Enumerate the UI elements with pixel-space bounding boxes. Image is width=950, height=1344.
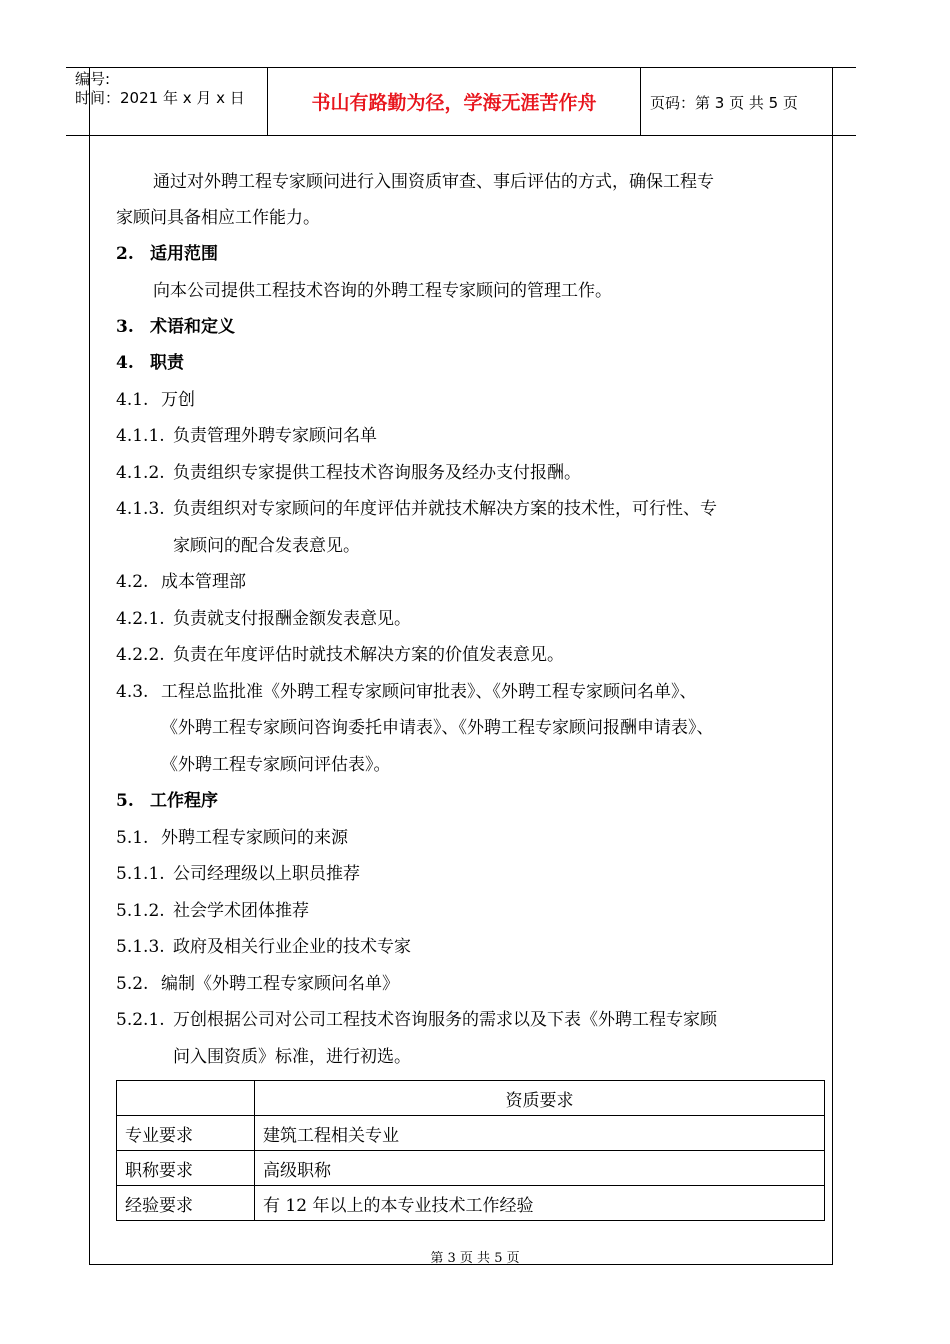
item-5-2-1 [116,1008,717,1032]
item-4-1-1 [116,424,377,448]
section-title: 适用范围 [150,244,218,264]
item-text: 成本管理部 [161,572,246,592]
section-5-heading [116,789,218,813]
intro-line-1: 通过对外聘工程专家顾问进行入围资质审查、事后评估的方式，确保工程专 [153,172,714,192]
section-2-heading [116,242,218,266]
item-4-2-1 [116,607,411,631]
page-footer: 第 3 页 共 5 页 [430,1251,520,1266]
section-number: 3. [116,317,134,337]
item-number: 5.1.3. [116,937,165,957]
row-label: 专业要求 [117,1116,255,1151]
item-number: 5.1.2. [116,901,165,921]
item-number: 5.1.1. [116,864,165,884]
item-number: 5.2.1. [116,1010,165,1030]
table-row [117,1151,825,1186]
header-bottom-rule [66,135,856,136]
table-header-empty-cell [117,1081,255,1116]
item-text: 公司经理级以上职员推荐 [173,864,360,884]
table-header-cell: 资质要求 [255,1081,825,1116]
section-number: 2. [116,244,134,264]
item-5-2 [116,972,399,996]
item-4-2-2 [116,643,564,667]
section-number: 4. [116,353,134,373]
item-4-2 [116,570,246,594]
row-label: 职称要求 [117,1151,255,1186]
section-title: 工作程序 [150,791,218,811]
item-text: 负责管理外聘专家顾问名单 [173,426,377,446]
section-4-heading [116,351,184,375]
item-text: 负责组织专家提供工程技术咨询服务及经办支付报酬。 [173,463,581,483]
table-row [117,1186,825,1221]
item-number: 4.1.3. [116,499,165,519]
row-label: 经验要求 [117,1186,255,1221]
item-5-2-1-continued: 问入围资质》标准，进行初选。 [173,1047,411,1067]
item-number: 4.1.1. [116,426,165,446]
header-meta [75,70,245,108]
row-value: 高级职称 [255,1151,825,1186]
row-value: 建筑工程相关专业 [255,1116,825,1151]
section-3-heading [116,315,235,339]
item-5-1 [116,826,348,850]
item-text: 政府及相关行业企业的技术专家 [173,937,411,957]
item-number: 4.1.2. [116,463,165,483]
section-number: 5. [116,791,134,811]
item-text: 负责组织对专家顾问的年度评估并就技术解决方案的技术性，可行性、专 [173,499,717,519]
item-4-3-continued-1: 《外聘工程专家顾问咨询委托申请表》、《外聘工程专家顾问报酬申请表》、 [161,718,714,738]
doc-number-label: 编号: [75,70,111,88]
item-4-1-2 [116,461,581,485]
item-text: 负责就支付报酬金额发表意见。 [173,609,411,629]
row-value: 有 12 年以上的本专业技术工作经验 [255,1186,825,1221]
item-text: 负责在年度评估时就技术解决方案的价值发表意见。 [173,645,564,665]
doc-time-label: 时间：2021 年 x 月 x 日 [75,89,245,107]
item-number: 4.2. [116,572,149,592]
item-text: 社会学术团体推荐 [173,901,309,921]
header-top-rule [66,67,856,68]
item-text: 编制《外聘工程专家顾问名单》 [161,974,399,994]
intro-line-2: 家顾问具备相应工作能力。 [116,208,320,228]
header-motto: 书山有路勤为径，学海无涯苦作舟 [311,92,597,114]
item-text: 万创根据公司对公司工程技术咨询服务的需求以及下表《外聘工程专家顾 [173,1010,717,1030]
item-5-1-3 [116,935,411,959]
qualification-table [116,1080,825,1221]
table-row [117,1116,825,1151]
item-text: 万创 [161,390,195,410]
item-number: 5.1. [116,828,149,848]
item-4-1-3 [116,497,717,521]
item-4-3 [116,680,697,704]
item-5-1-1 [116,862,360,886]
item-4-3-continued-2: 《外聘工程专家顾问评估表》。 [161,755,391,775]
item-5-1-2 [116,899,309,923]
item-text: 外聘工程专家顾问的来源 [161,828,348,848]
item-text: 工程总监批准《外聘工程专家顾问审批表》、《外聘工程专家顾问名单》、 [161,682,697,702]
header-page-info: 页码：第 3 页 共 5 页 [650,94,798,112]
header-divider-right [640,67,641,135]
section-title: 术语和定义 [150,317,235,337]
item-number: 5.2. [116,974,149,994]
item-4-1 [116,388,195,412]
section-2-text: 向本公司提供工程技术咨询的外聘工程专家顾问的管理工作。 [153,281,612,301]
item-4-1-3-continued: 家顾问的配合发表意见。 [173,536,360,556]
item-number: 4.2.2. [116,645,165,665]
item-number: 4.2.1. [116,609,165,629]
item-number: 4.1. [116,390,149,410]
section-title: 职责 [150,353,184,373]
item-number: 4.3. [116,682,149,702]
table-header-row [117,1081,825,1116]
